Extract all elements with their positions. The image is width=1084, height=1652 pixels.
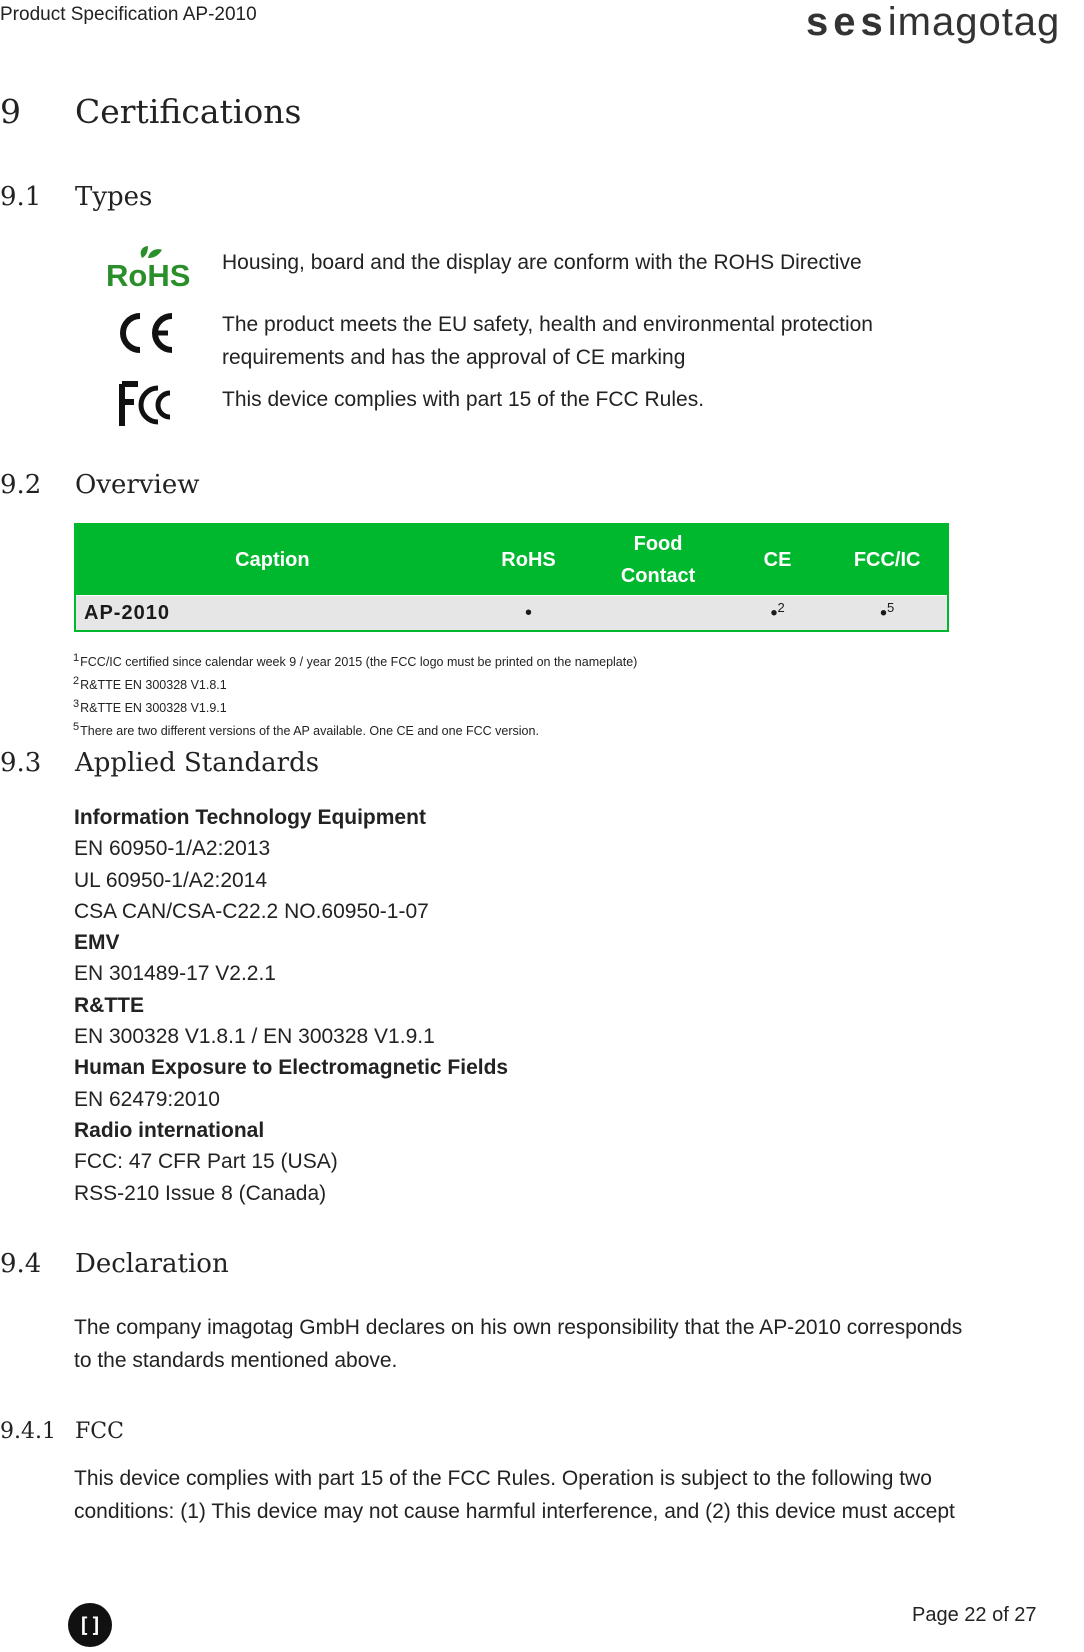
- section-number: 9: [0, 92, 21, 131]
- subsection-heading-declaration: [0, 1249, 600, 1285]
- footnote-text: There are two different versions of the AP available. One CE and one FCC version.: [80, 724, 539, 738]
- subsection-number: 9.2: [0, 470, 42, 500]
- column-header-caption: Caption: [75, 524, 469, 596]
- fcc-icon: [118, 380, 178, 430]
- subsection-number: 9.4: [0, 1249, 42, 1279]
- ce-footnote-ref: 2: [777, 600, 785, 616]
- subsubsection-heading-fcc: [0, 1419, 600, 1451]
- ce-statement-line1: The product meets the EU safety, health and environmental protection: [222, 313, 873, 336]
- logo-bold-text: ses: [806, 0, 888, 44]
- cell-rohs: •: [469, 596, 589, 632]
- overview-table: [74, 523, 949, 632]
- food-header-line1: Food: [633, 533, 683, 555]
- ce-mark-icon: [112, 308, 178, 358]
- standard-category: Information Technology Equipment: [74, 806, 426, 829]
- column-header-food-contact: [588, 524, 728, 596]
- ce-statement-line2: requirements and has the approval of CE marking: [222, 346, 686, 369]
- ce-bullet: •: [770, 602, 778, 625]
- subsection-title: Types: [75, 182, 153, 212]
- column-header-ce: CE: [728, 524, 827, 596]
- cell-fcc-ic: [827, 596, 948, 632]
- subsubsection-title: FCC: [75, 1419, 124, 1444]
- footnote-mark: 1: [73, 652, 80, 664]
- fcc-line2: conditions: (1) This device may not cause harmful interference, and (2) this device must accept: [74, 1500, 955, 1523]
- standard-category: EMV: [74, 931, 120, 955]
- company-logo: [806, 0, 1060, 45]
- footnote-text: FCC/IC certified since calendar week 9 / year 2015 (the FCC logo must be printed on the nameplate): [80, 655, 638, 669]
- footnotes: [73, 649, 637, 741]
- page-number: Page 22 of 27: [912, 1604, 1037, 1626]
- svg-text:RoHS: RoHS: [106, 258, 191, 290]
- standard-item: UL 60950-1/A2:2014: [74, 868, 268, 892]
- footnote-text: R&TTE EN 300328 V1.9.1: [80, 701, 227, 715]
- fcc-bullet: •: [880, 602, 888, 625]
- declaration-text: [74, 1311, 1064, 1377]
- declaration-line1: The company imagotag GmbH declares on his own responsibility that the AP-2010 corresponds: [74, 1316, 963, 1339]
- footer-badge-icon: []: [68, 1603, 112, 1647]
- food-header-line2: Contact: [620, 565, 696, 587]
- column-header-fcc-ic: FCC/IC: [827, 524, 948, 596]
- cell-caption: AP-2010: [75, 596, 469, 632]
- subsubsection-number: 9.4.1: [0, 1419, 56, 1444]
- standard-item: EN 60950-1/A2:2013: [74, 837, 271, 861]
- fcc-footnote-ref: 5: [887, 600, 895, 616]
- footnote-mark: 3: [73, 698, 80, 710]
- footnote-mark: 2: [73, 675, 80, 687]
- subsection-number: 9.1: [0, 182, 42, 212]
- document-title: Product Specification AP-2010: [0, 4, 257, 25]
- cell-ce: [728, 596, 827, 632]
- standard-item: EN 301489-17 V2.2.1: [74, 962, 276, 986]
- subsection-heading-applied-standards: [0, 748, 600, 784]
- footnote: [73, 672, 637, 695]
- subsection-heading-types: [0, 182, 600, 218]
- standard-item: FCC: 47 CFR Part 15 (USA): [74, 1150, 338, 1174]
- declaration-line2: to the standards mentioned above.: [74, 1349, 398, 1372]
- table-row: [75, 596, 948, 632]
- footnote-mark: 5: [73, 721, 80, 733]
- standards-list: [74, 802, 508, 1209]
- standard-item: CSA CAN/CSA-C22.2 NO.60950-1-07: [74, 899, 429, 923]
- section-title: Certifications: [75, 92, 302, 131]
- ce-statement: [222, 308, 982, 374]
- subsection-title: Declaration: [75, 1249, 229, 1279]
- fcc-text: [74, 1462, 1064, 1528]
- footnote: [73, 649, 637, 672]
- section-heading-certifications: [0, 92, 600, 136]
- standard-item: EN 62479:2010: [74, 1087, 220, 1111]
- logo-light-text: imagotag: [887, 0, 1061, 44]
- cell-food-contact: [588, 596, 728, 632]
- standard-item: RSS-210 Issue 8 (Canada): [74, 1181, 327, 1205]
- column-header-rohs: RoHS: [469, 524, 589, 596]
- footnote: [73, 718, 637, 741]
- standard-category: R&TTE: [74, 993, 144, 1017]
- fcc-statement: This device complies with part 15 of the FCC Rules.: [222, 388, 705, 411]
- subsection-heading-overview: [0, 470, 600, 506]
- rohs-icon: [104, 244, 196, 290]
- fcc-line1: This device complies with part 15 of the FCC Rules. Operation is subject to the following two: [74, 1467, 932, 1490]
- footnote: [73, 695, 637, 718]
- standard-category: Radio international: [74, 1118, 265, 1142]
- table-header-row: [75, 524, 948, 596]
- subsection-title: Overview: [75, 470, 200, 500]
- standard-item: EN 300328 V1.8.1 / EN 300328 V1.9.1: [74, 1025, 435, 1049]
- standard-category: Human Exposure to Electromagnetic Fields: [74, 1056, 509, 1080]
- footnote-text: R&TTE EN 300328 V1.8.1: [80, 678, 227, 692]
- rohs-statement: Housing, board and the display are conform with the ROHS Directive: [222, 251, 862, 274]
- subsection-title: Applied Standards: [75, 748, 320, 778]
- subsection-number: 9.3: [0, 748, 42, 778]
